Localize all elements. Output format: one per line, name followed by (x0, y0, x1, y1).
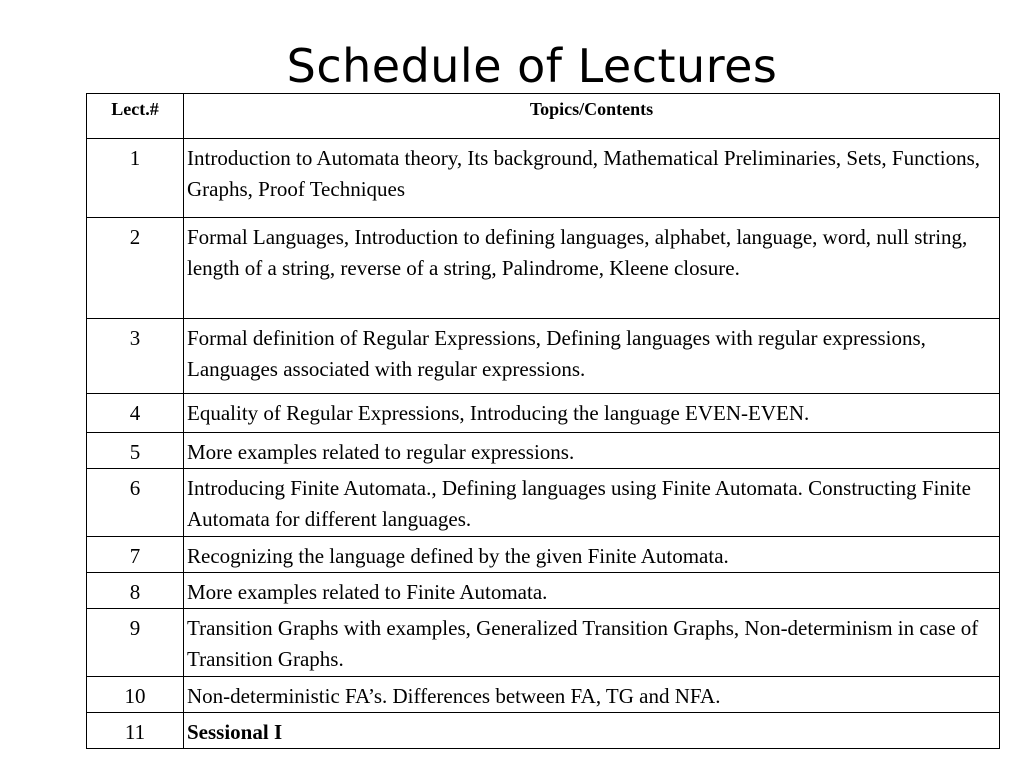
table-row (87, 218, 1000, 319)
table-row (87, 677, 1000, 713)
table-row (87, 573, 1000, 609)
lecture-topic: Recognizing the language defined by the given Finite Automata. (184, 537, 1000, 573)
lecture-number: 2 (87, 218, 184, 319)
table-row (87, 469, 1000, 537)
lecture-topic: Introduction to Automata theory, Its background, Mathematical Preliminaries, Sets, Functions, Graphs, Proof Techniques (184, 139, 1000, 218)
lecture-number: 6 (87, 469, 184, 537)
lecture-number: 1 (87, 139, 184, 218)
header-lecture-number: Lect.# (87, 94, 184, 139)
table-row (87, 537, 1000, 573)
lecture-number: 11 (87, 713, 184, 749)
lecture-number: 8 (87, 573, 184, 609)
lecture-topic: Non-deterministic FA’s. Differences between FA, TG and NFA. (184, 677, 1000, 713)
lecture-topic: Equality of Regular Expressions, Introducing the language EVEN-EVEN. (184, 394, 1000, 433)
table-row (87, 319, 1000, 394)
lecture-topic: Formal definition of Regular Expressions, Defining languages with regular expressions, Languages associated with regular expressions. (184, 319, 1000, 394)
header-topics: Topics/Contents (184, 94, 1000, 139)
table-row (87, 713, 1000, 749)
lecture-number: 7 (87, 537, 184, 573)
lecture-schedule-table (86, 93, 1000, 749)
lecture-topic: Transition Graphs with examples, Generalized Transition Graphs, Non-determinism in case of Transition Graphs. (184, 609, 1000, 677)
table-row (87, 433, 1000, 469)
lecture-number: 9 (87, 609, 184, 677)
table-row (87, 394, 1000, 433)
slide-title: Schedule of Lectures (286, 39, 778, 93)
lecture-topic: Sessional I (184, 713, 1000, 749)
lecture-number: 3 (87, 319, 184, 394)
lecture-topic: Introducing Finite Automata., Defining languages using Finite Automata. Constructing Finite Automata for different languages. (184, 469, 1000, 537)
lecture-number: 4 (87, 394, 184, 433)
lecture-number: 5 (87, 433, 184, 469)
lecture-number: 10 (87, 677, 184, 713)
lecture-topic: More examples related to Finite Automata. (184, 573, 1000, 609)
lecture-topic: Formal Languages, Introduction to defining languages, alphabet, language, word, null string, length of a string, reverse of a string, Palindrome, Kleene closure. (184, 218, 1000, 319)
table-row (87, 609, 1000, 677)
table-header-row (87, 94, 1000, 139)
lecture-topic: More examples related to regular expressions. (184, 433, 1000, 469)
table-row (87, 139, 1000, 218)
